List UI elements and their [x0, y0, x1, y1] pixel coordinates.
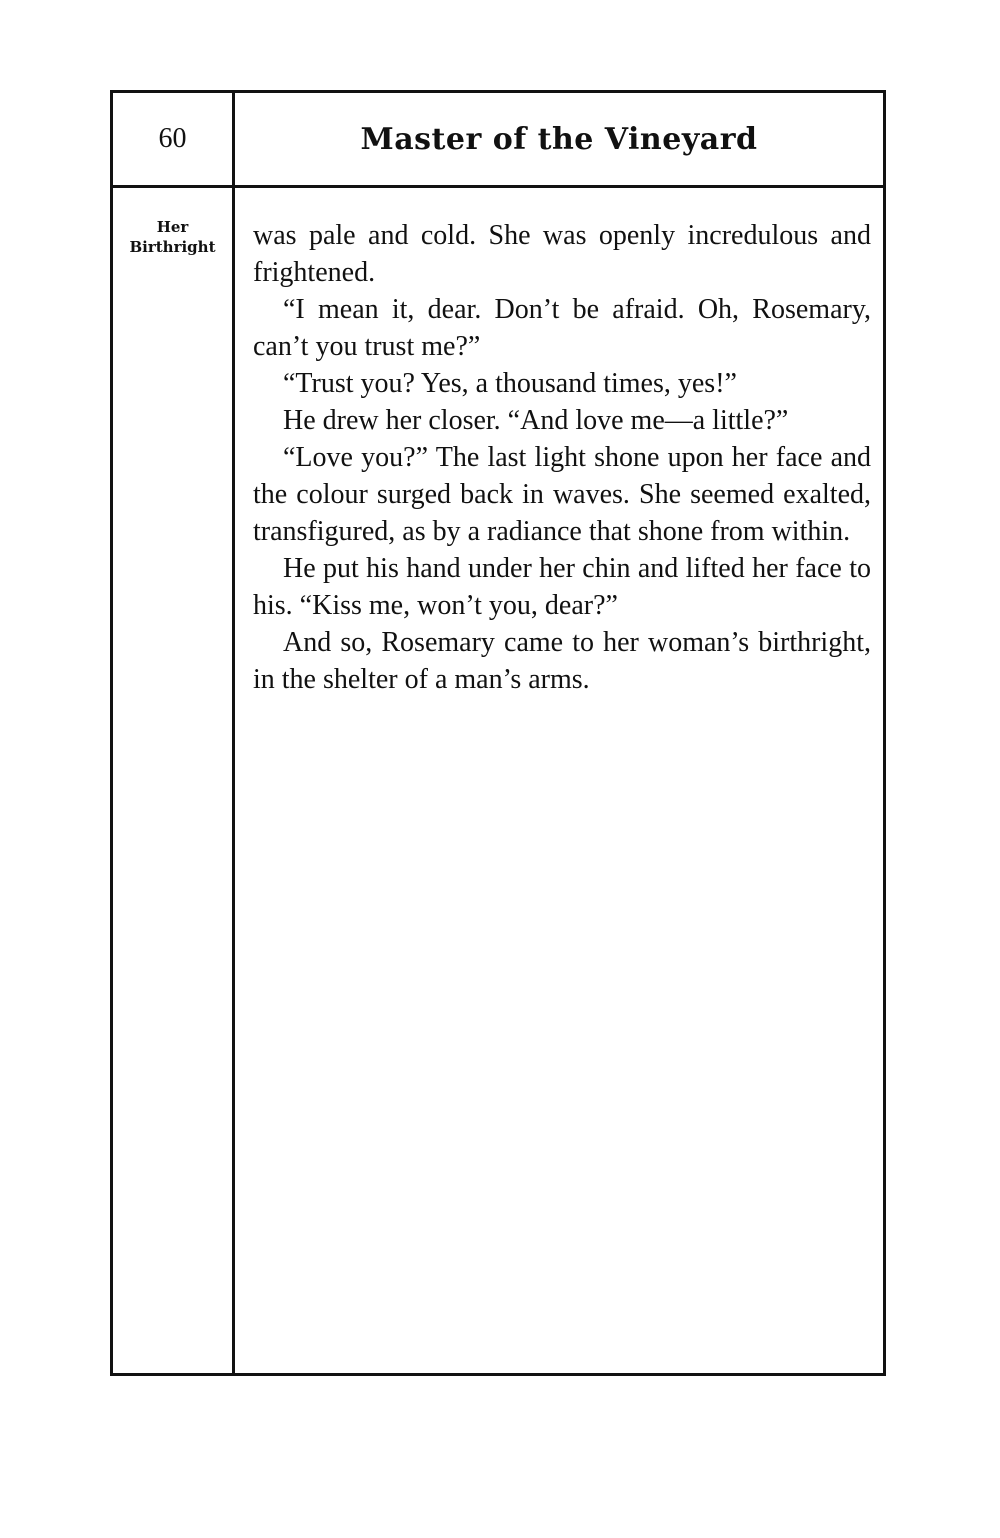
body-text [253, 217, 871, 698]
paragraph: “Love you?” The last light shone upon her face and the colour surged back in waves. She seemed exalted, transfigured, as by a radiance that shone from within. [253, 442, 871, 547]
paragraph: He drew her closer. “And love me—a little?” [283, 405, 789, 436]
paragraph: And so, Rosemary came to her woman’s birthright, in the shelter of a man’s arms. [253, 627, 871, 695]
paragraph: “Trust you? Yes, a thousand times, yes!” [283, 368, 737, 399]
header-rule [113, 185, 883, 188]
margin-note-line: Birthright [129, 238, 216, 256]
paragraph: was pale and cold. She was openly incredulous and frightened. [253, 220, 871, 288]
margin-note-line: Her [156, 218, 189, 236]
margin-note [113, 217, 232, 257]
paragraph: “I mean it, dear. Don’t be afraid. Oh, Rosemary, can’t you trust me?” [253, 294, 871, 362]
page-frame [110, 90, 886, 1376]
gutter-rule [232, 93, 235, 1373]
page-number: 60 [158, 123, 187, 154]
paragraph: He put his hand under her chin and lifted her face to his. “Kiss me, won’t you, dear?” [253, 553, 871, 621]
running-title: Master of the Vineyard [360, 121, 758, 157]
